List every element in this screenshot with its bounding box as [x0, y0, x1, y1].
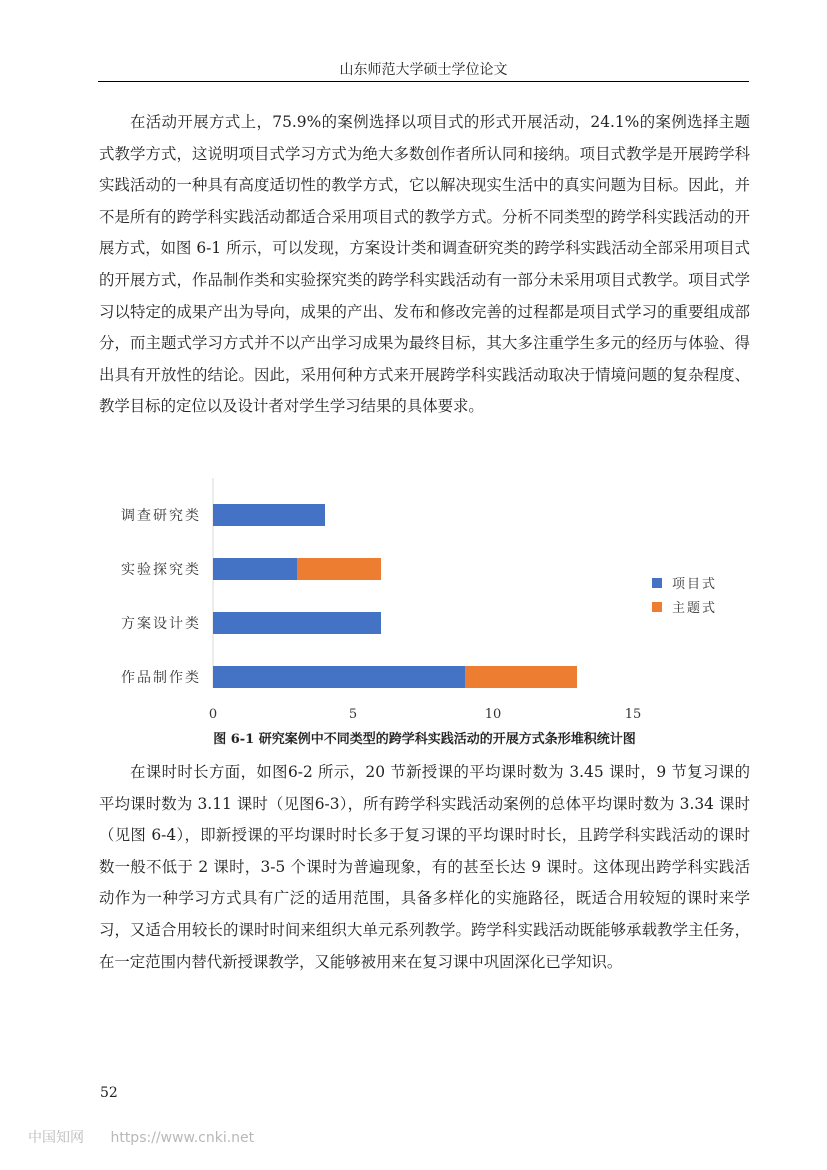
bar-segment-project: [213, 666, 465, 688]
page-number: 52: [100, 1085, 118, 1101]
body-paragraph-1: 在活动开展方式上，75.9%的案例选择以项目式的形式开展活动，24.1%的案例选择主题式教学方式，这说明项目式学习方式为绝大多数创作者所认同和接纳。项目式教学是开展跨学科实践活动的一种具有高度适切性的教学方式，它以解决现实生活中的真实问题为目标。因此，并不是所有的跨学科实践活动都适合采用项目式的教学方式。分析不同类型的跨学科实践活动的开展方式，如图 6-1 所示，可以发现，方案设计类和调查研究类的跨学科实践活动全部采用项目式的开展方式，作品制作类和实验探究类的跨学科实践活动有一部分未采用项目式教学。项目式学习以特定的成果产出为导向，成果的产出、发布和修改完善的过程都是项目式学习的重要组成部分，而主题式学习方式并不以产出学习成果为最终目标，其大多注重学生多元的经历与体验、得出具有开放性的结论。因此，采用何种方式来开展跨学科实践活动取决于情境问题的复杂程度、教学目标的定位以及设计者对学生学习结果的具体要求。: [99, 113, 750, 416]
bar-segment-theme: [465, 666, 577, 688]
figure-caption: 图 6-1 研究案例中不同类型的跨学科实践活动的开展方式条形堆积统计图: [213, 732, 636, 747]
bar-segment-theme: [297, 558, 381, 580]
watermark-site: 中国知网: [28, 1130, 84, 1146]
watermark-url: https://www.cnki.net: [110, 1130, 255, 1146]
x-tick-label: 15: [624, 707, 642, 722]
legend-swatch: [652, 602, 662, 612]
category-label: 调查研究类: [121, 508, 201, 524]
legend-label: 项目式: [672, 577, 718, 592]
body-paragraph-2: 在课时时长方面，如图6-2 所示，20 节新授课的平均课时数为 3.45 课时，9 节复习课的平均课时数为 3.11 课时（见图6-3），所有跨学科实践活动案例的总体平均课时数为 3.34 课时（见图 6-4），即新授课的平均课时时长多于复习课的平均课时时长，且跨学科实践活动的课时数一般不低于 2 课时，3-5 个课时为普遍现象，有的甚至长达 9 课时。这体现出跨学科实践活动作为一种学习方式具有广泛的适用范围，具备多样化的实施路径，既适合用较短的课时来学习，又适合用较长的课时时间来组织大单元系列教学。跨学科实践活动既能够承载教学主任务，在一定范围内替代新授课教学，又能够被用来在复习课中巩固深化已学知识。: [99, 763, 750, 971]
bar-segment-project: [213, 612, 381, 634]
category-label: 方案设计类: [121, 616, 201, 632]
legend-swatch: [652, 578, 662, 588]
stacked-bar-chart: [100, 478, 760, 728]
x-tick-label: 0: [208, 707, 218, 722]
category-label: 作品制作类: [121, 670, 201, 686]
x-tick-label: 10: [484, 707, 502, 722]
running-header: 山东师范大学硕士学位论文: [98, 60, 749, 82]
x-tick-label: 5: [348, 707, 358, 722]
bar-segment-project: [213, 504, 325, 526]
watermark: [28, 1127, 254, 1147]
bar-segment-project: [213, 558, 297, 580]
category-label: 实验探究类: [121, 562, 201, 578]
legend-label: 主题式: [672, 601, 718, 616]
